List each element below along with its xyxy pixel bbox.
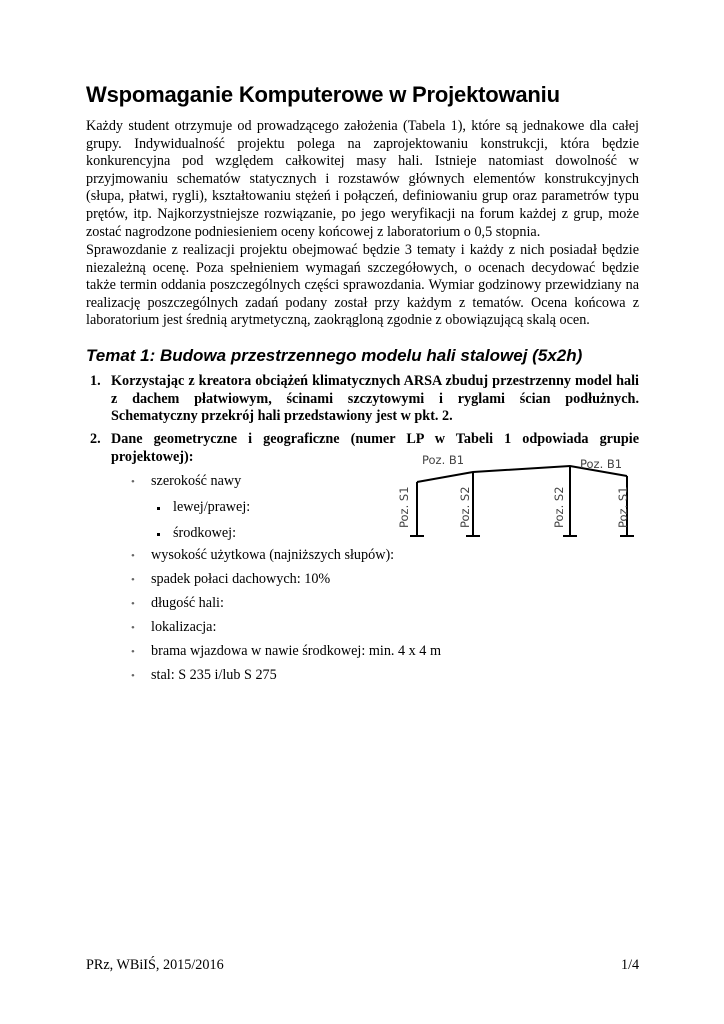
label-b1-left: Poz. B1: [422, 453, 465, 467]
intro-paragraph: Każdy student otrzymuje od prowadzącego założenia (Tabela 1), które są jednakowe dla całej grupy. Indywidualność projektu polega na zaprojektowaniu konstrukcji, która będzie konkurencyjna pod względem całkowitej masy hali. Istnieje natomiast dowolność w przyjmowaniu schematów statycznych i rozstawów głównych elementów konstrukcyjnych (słupa, płatwi, rygli), kształtowaniu stężeń i połączeń, definiowaniu grup oraz parametrów typu prętów, itp. Najkorzystniejsze rozwiązanie, po jego weryfikacji na forum każdej z grup, może zostać nagrodzone podniesieniem oceny końcowej z laboratorium o 0,5 stopnia.: [86, 118, 639, 240]
list-item: stal: S 235 i/lub S 275: [151, 667, 277, 683]
label-s1-left: Poz. S1: [397, 486, 411, 528]
square-bullet-icon: [157, 507, 160, 510]
list-item: wysokość użytkowa (najniższych słupów):: [151, 547, 395, 563]
item-number: 1.: [90, 373, 101, 389]
list-item: brama wjazdowa w nawie środkowej: min. 4 x 4 m: [151, 643, 441, 659]
bullet-icon: •: [131, 670, 135, 682]
label-s2-left: Poz. S2: [458, 486, 472, 528]
label-s2-right: Poz. S2: [552, 486, 566, 528]
page-number: 1/4: [621, 957, 640, 973]
document-title: Wspomaganie Komputerowe w Projektowaniu: [86, 82, 560, 107]
label-s1-right: Poz. S1: [616, 486, 630, 528]
label-b1-right: Poz. B1: [580, 457, 623, 471]
topic-heading: Temat 1: Budowa przestrzennego modelu hali stalowej (5x2h): [86, 346, 583, 365]
report-paragraph: Sprawozdanie z realizacji projektu obejmować będzie 3 tematy i każdy z nich posiadał będzie niezależną ocenę. Poza spełnieniem wymagań szczegółowych, o ocenach decydować będzie także termin oddania poszczególnych części sprawozdania. Wymiar godzinowy przewidziany na realizację poszczególnych zadań podany został przy każdym z tematów. Ocena końcowa z laboratorium jest średnią arytmetyczną, zaokrągloną zgodnie z obowiązującą skalą ocen.: [86, 242, 639, 329]
bullet-icon: •: [131, 622, 135, 634]
bullet-icon: •: [131, 598, 135, 610]
bullet-icon: •: [131, 646, 135, 658]
square-bullet-icon: [157, 533, 160, 536]
bullet-icon: •: [131, 476, 135, 488]
list-item: spadek połaci dachowych: 10%: [151, 571, 331, 587]
list-item: długość hali:: [151, 595, 224, 611]
list-item: środkowej:: [173, 525, 237, 541]
item-text: Korzystając z kreatora obciążeń klimatycznych ARSA zbuduj przestrzenny model hali z dachem płatwiowym, ścinami szczytowymi i ryglami ścian podłużnych. Schematyczny przekrój hali przedstawiony jest w pkt. 2.: [111, 373, 639, 425]
hall-cross-section-diagram: [395, 452, 645, 544]
item-number: 2.: [90, 431, 101, 447]
bullet-icon: •: [131, 574, 135, 586]
list-item: lokalizacja:: [151, 619, 217, 635]
list-item: lewej/prawej:: [173, 499, 251, 515]
footer-left: PRz, WBiIŚ, 2015/2016: [86, 957, 224, 973]
item-text: Dane geometryczne i geograficzne (numer LP w Tabeli 1 odpowiada grupie projektowej):: [111, 431, 639, 465]
list-item: szerokość nawy: [151, 473, 242, 489]
bullet-icon: •: [131, 550, 135, 562]
